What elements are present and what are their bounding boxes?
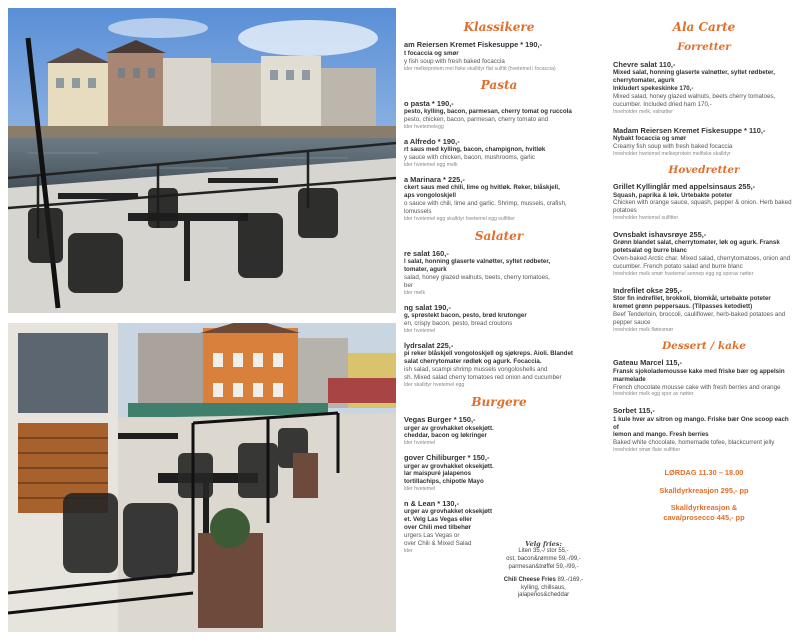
menu-item-arctic-char: Ovnsbakt ishavsrøye 255,- Grønn blandet salat, cherrytomater, løk og agurk. Fransk potetsalat og burre blanc Oven-baked Arctic char. Mixed salad, cherrytomatoes, onion and cucumber. French potato salad and burre blanc Inneholder melk smør hvetemel sennep egg og sporav nøtter	[613, 229, 791, 278]
menu-item-shellfish-salad: lydrsalat 225,- pi reker blåskjell vongoloskjell og sjøkreps. Aioli. Blandet salat cherrytomater rødløk og agurk. Focaccia. ish salad, scampi shrimp mussels vongoloshells and sh. Mixed salad cherry tomatoes red onion and cucumber lder skalldyr hvetemel egg	[404, 340, 573, 389]
terrace-photo-harbour	[8, 8, 396, 313]
section-heading-salads: Salater	[474, 228, 524, 243]
menu-item-madam-fish-soup: Madam Reiersen Kremet Fiskesuppe * 110,- Nybakt focaccia og smør Creamy fish soup with fresh baked focaccia Inneholder hvetemel melkeprotein melfiske skalldyr	[613, 125, 766, 157]
shellfish-offer: Skalldyrkreasjon 295,- pp	[659, 485, 749, 495]
menu-item-fish-soup: am Reiersen Kremet Fiskesuppe * 190,- t focaccia og smør y fish soup with fresh baked focaccia lder melkeprotein mel fiske skalldyr flat sulfitt (hvetemel i focaccia)	[404, 40, 556, 72]
fries-options: Velg fries: Liten 35,-/ stor 55,- ost, bacon&rømme 59,-/99,- parmesan&trøffel 59,-/99,- Chili Cheese Fries 89,-/169,- kylling, chillsaus, jalapeños&cheddar	[503, 540, 584, 599]
menu-item-beef-tenderloin: Indrefilet okse 295,- Stor fin indrefilet, brokkoli, blomkål, urtebakte poteter kremet grønn peppersaus. (Tilpasses ketodiett) Beef Tenderloin, broccoli, cauliflower, herb-baked potatoes and pepper sauce Inneholder melk fløtesmør	[613, 285, 786, 334]
shellfish-cava-offer-price: cava/prosecco 445,- pp	[663, 512, 745, 522]
menu-column-right	[613, 14, 795, 522]
section-heading-alacarte: Ala Carte	[672, 20, 736, 34]
menu-item-chicken-salad: ng salat 190,- g, sprøstekt bacon, pesto, brød krutonger en, crispy bacon, pesto, bread croutons lder hvetemel	[404, 302, 527, 335]
menu-item-chiliburger: gover Chiliburger * 150,- urger av grovhakket oksekjøtt. lar maispuré jalapenos tortillachips, chipotle Mayo lder hvetemel	[404, 453, 494, 493]
saturday-hours: LØRDAG 11.30 – 18.00	[664, 467, 744, 477]
section-heading-mains: Hovedretter	[668, 163, 740, 176]
shellfish-cava-offer: Skalldyrkreasjon &	[670, 503, 738, 513]
section-heading-starters: Forretter	[677, 41, 731, 54]
menu-item-las-vegas-burger: Vegas Burger * 150,- urger av grovhakket oksekjøtt. cheddar, bacon og løkringer lder hvetemel	[404, 415, 494, 447]
menu-item-grilled-chicken: Grillet Kyllinglår med appelsinsaus 255,- Squash, paprika & løk. Urtebakte poteter Chicken with orange sauce, squash, pepper & onion. Herb baked potatoes Inneholder hvetemel sulfitter	[613, 182, 792, 222]
menu-item-gateau-marcel: Gateau Marcel 115,- Fransk sjokolademousse kake med friske bær og appelsin marmelade French chocolate mousse cake with fresh berries and orange Inneholder melk egg spor av nøtter	[613, 358, 785, 398]
terrace-photo-street	[8, 323, 396, 632]
chili-cheese-fries-name: Chili Cheese Fries	[503, 576, 556, 583]
menu-item-pesto-pasta: o pasta * 190,- pesto, kylling, bacon, parmesan, cherry tomat og ruccola pesto, chicken, bacon, parmesan, cherry tomato and lder hvetemelegg	[404, 98, 572, 131]
saturday-special	[613, 468, 795, 523]
menu-column-middle	[404, 14, 594, 561]
menu-item-pasta-marinara: a Marinara * 225,- ckert saus med chili, lime og hvitløk. Reker, blåskjell, aps vongoloskjell o sauce with chili, lime and garlic. Shrimp, mussels, crafish, lomussels lder hvetemel egg skalldyr hvetemel egg sulfitter	[404, 174, 567, 222]
section-heading-burgers: Burgere	[471, 394, 527, 409]
chili-cheese-fries-price: 89,-/169,-	[557, 576, 584, 583]
menu-item-pasta-alfredo: a Alfredo * 190,- rt saus med kylling, bacon, champignon, hvitløk y sauce with chicken, bacon, mushrooms, garlic lder hvetemel egg melk	[404, 136, 546, 169]
section-heading-classics: Klassikere	[463, 20, 535, 34]
menu-item-chevre-salad: re salat 160,- l salat, honning glaserte valnøtter, syltet rødbeter, tomater, agurk salad, honey glazed walnuts, beets, cherry tomatoes, ber lder melk	[404, 248, 551, 297]
menu-item-sorbet: Sorbet 115,- 1 kule hver av sitron og mango. Friske bær One scoop each of lemon and mango. Fresh berries Baked white chocolate, homemade tofee, blackcurrent jelly Inneholder smør flate sulfitter	[613, 406, 789, 454]
section-heading-dessert: Dessert / kake	[662, 339, 746, 352]
menu-item-chevre-salat: Chevre salat 110,- Mixed salat, honning glaserte valnøtter, syltet rødbeter, cherrytomater, agurk Inkludert spekeskinke 170,- Mixed salad, honey glazed walnuts, beets cherry tomatoes, cucumber. Included dried ham 170,- Inneholder melk, valnøtter	[613, 59, 776, 115]
menu-item-lean-burger: n & Lean * 130,- urger av grovhakket oksekjøtt et. Velg Las Vegas eller over Chili med tilbehør urgers Las Vegas or over Chili & Mixed Salad lder	[404, 499, 493, 555]
section-heading-pasta: Pasta	[480, 78, 518, 93]
